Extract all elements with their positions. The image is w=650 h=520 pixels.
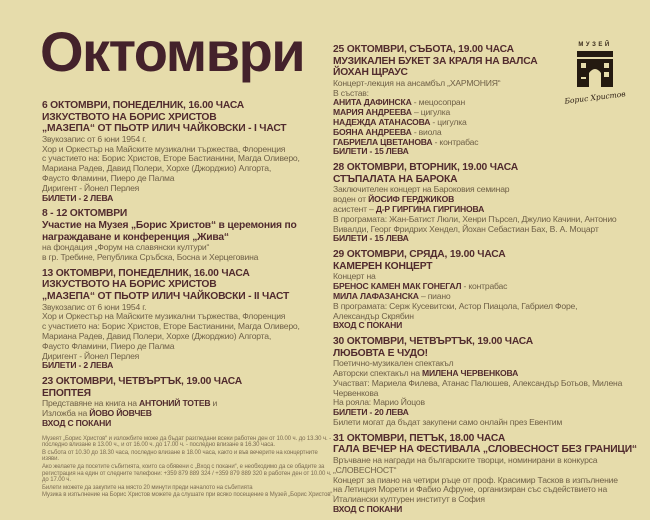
event-line-text: воден от bbox=[333, 194, 369, 205]
event-heading: 31 ОКТОМВРИ, ПЕТЪК, 18.00 ЧАСА bbox=[333, 432, 506, 444]
event-line-emphasis: БРЕНОС КАМЕН МАК ГОНЕГАЛ bbox=[333, 281, 462, 292]
event-line bbox=[42, 361, 328, 371]
event-line-emphasis: АНТОНИЙ ТОТЕВ bbox=[138, 398, 211, 409]
event-heading: 25 ОКТОМВРИ, СЪБОТА, 19.00 ЧАСА bbox=[333, 44, 514, 55]
event-heading: 29 ОКТОМВРИ, СРЯДА, 19.00 ЧАСА bbox=[333, 249, 506, 261]
left-column-blocks bbox=[42, 100, 328, 429]
footnote-line: В събота от 10.30 до 18.30 часа, последно влизане в 18.00 часа, както и във вечерите на концертните изяви. bbox=[42, 449, 318, 463]
event-heading: „МАЗЕПА“ ОТ ПЬОТР ИЛИЧ ЧАЙКОВСКИ - II ЧАСТ bbox=[42, 290, 290, 302]
event-heading: 23 ОКТОМВРИ, ЧЕТВЪРТЪК, 19.00 ЧАСА bbox=[42, 376, 243, 388]
event-line-emphasis: ВХОД С ПОКАНИ bbox=[42, 417, 112, 428]
event-heading: ЛЮБОВТА Е ЧУДО! bbox=[333, 347, 428, 359]
event-line-text: Фаусто Фламини, Пиеро де Палма bbox=[42, 340, 175, 351]
event-heading: ЕПОПТЕЯ bbox=[42, 387, 91, 399]
event-line-text: - контрабас bbox=[461, 281, 508, 292]
right-column-blocks bbox=[333, 44, 637, 515]
event-line-emphasis: БОЯНА АНДРЕЕВА bbox=[333, 126, 412, 137]
event-line-emphasis: БИЛЕТИ - 15 ЛЕВА bbox=[333, 233, 409, 244]
event-line-text: Заключителен концерт на Бароковия семинар bbox=[333, 184, 510, 195]
event-line-text: Италиански културен институт в София bbox=[333, 494, 485, 505]
event-line-text: Мариана Радев, Давид Полери, Хорхе (Джорджио) Алгорта, bbox=[42, 163, 272, 174]
event-line-text: Звукозапис от 6 юни 1954 г. bbox=[42, 301, 147, 312]
event-heading: 6 ОКТОМВРИ, ПОНЕДЕЛНИК, 16.00 ЧАСА bbox=[42, 100, 245, 111]
event-line-emphasis: ГАБРИЕЛА ЦВЕТАНОВА bbox=[333, 136, 433, 147]
event-line-text: в гр. Требине, Република Сръбска, Босна и Херцеговина bbox=[42, 251, 259, 262]
event-line-text: Вивалди, Георг Фридрих Хендел, Йохан Себастиан Бах, В. А. Моцарт bbox=[333, 223, 599, 234]
event-block bbox=[42, 100, 328, 203]
event-line-text: и bbox=[210, 398, 218, 409]
event-line-text: – пиано bbox=[418, 290, 451, 301]
event-line-text: В програмата: Серж Кусевитски, Астор Пиацола, Габриел Форе, bbox=[333, 300, 578, 311]
event-line-text: Александър Скрябин bbox=[333, 310, 414, 321]
event-line-text: Червенкова bbox=[333, 387, 379, 398]
event-line-emphasis: ВХОД С ПОКАНИ bbox=[333, 504, 403, 515]
footnotes bbox=[42, 436, 336, 499]
page-title: Октомври bbox=[40, 20, 305, 83]
event-block bbox=[42, 376, 328, 429]
event-heading: ИЗКУСТВОТО НА БОРИС ХРИСТОВ bbox=[42, 279, 217, 291]
event-line-text: Диригент - Йонел Перлея bbox=[42, 350, 140, 361]
event-line-text: Фаусто Фламини, Пиеро де Палма bbox=[42, 172, 175, 183]
event-block bbox=[333, 162, 623, 244]
event-block bbox=[42, 268, 328, 371]
event-heading: КАМЕРЕН КОНЦЕРТ bbox=[333, 260, 433, 272]
event-heading: СТЪПАЛАТА НА БАРОКА bbox=[333, 173, 458, 185]
event-line-text: В програмата: Жан-Батист Люли, Хенри Пърсел, Джулио Качини, Антонио bbox=[333, 213, 617, 224]
event-line-emphasis: БИЛЕТИ - 15 ЛЕВА bbox=[333, 146, 409, 157]
event-line-text: Поетично-музикален спектакъл bbox=[333, 358, 454, 369]
event-line-text: Звукозапис от 6 юни 1954 г. bbox=[42, 133, 147, 144]
event-line bbox=[333, 505, 623, 515]
event-line-emphasis: АНИТА ДАФИНСКА bbox=[333, 97, 412, 108]
event-line bbox=[42, 253, 328, 263]
event-heading: „МАЗЕПА“ ОТ ПЬОТР ИЛИЧ ЧАЙКОВСКИ - I ЧАСТ bbox=[42, 123, 287, 135]
event-line-emphasis: Д-Р ГИРГИНА ГИРГИНОВА bbox=[375, 203, 485, 214]
event-line-text: Концерт на bbox=[333, 271, 376, 282]
footnote-line: Музеят „Борис Христов“ и изложбите може да бъдат разгледани всеки работен ден от 10.00 ч. до 13.30 ч. - последно влизане в 13.00 ч., и от 16.00 ч. до 17.00 ч. - последно влизане в 16.30 часа. bbox=[42, 435, 332, 449]
event-line-text: на Летиция Морети и Фабио Афруне, организиран със съдействието на bbox=[333, 484, 608, 495]
left-column bbox=[42, 100, 334, 500]
event-line-emphasis: БИЛЕТИ - 20 ЛЕВА bbox=[333, 407, 409, 418]
event-line-text: Хор и Оркестър на Майските музикални тържества, Флоренция bbox=[42, 143, 286, 154]
event-line-text: Мариана Радев, Давид Полери, Хорхе (Джорджио) Алгорта, bbox=[42, 330, 272, 341]
event-line bbox=[333, 147, 623, 157]
event-line-text: – цигулка bbox=[411, 107, 451, 118]
event-line-text: На рояла: Марио Йоцов bbox=[333, 397, 425, 408]
event-line bbox=[42, 419, 328, 429]
event-heading: 28 ОКТОМВРИ, ВТОРНИК, 19.00 ЧАСА bbox=[333, 162, 518, 174]
event-line-text: асистент – bbox=[333, 203, 376, 214]
event-heading: 30 ОКТОМВРИ, ЧЕТВЪРТЪК, 19.00 ЧАСА bbox=[333, 336, 534, 348]
event-line-text: Хор и Оркестър на Майските музикални тържества, Флоренция bbox=[42, 311, 286, 322]
event-line-text: с участието на: Борис Христов, Еторе Бастианини, Магда Оливеро, bbox=[42, 153, 300, 164]
event-line-text: Концерт-лекция на ансамбъл „ХАРМОНИЯ“ bbox=[333, 77, 501, 88]
museum-logo-signature: Борис Христов bbox=[563, 89, 627, 106]
event-line-text: Диригент - Йонел Перлея bbox=[42, 182, 140, 193]
event-line bbox=[333, 234, 623, 244]
event-line-text: „СЛОВЕСНОСТ“ bbox=[333, 464, 397, 475]
event-heading: Участие на Музея „Борис Христов“ в церемония по bbox=[42, 219, 297, 231]
event-line-text: с участието на: Борис Христов, Еторе Бастианини, Магда Оливеро, bbox=[42, 321, 300, 332]
event-line-text: - виола bbox=[411, 126, 442, 137]
event-line bbox=[333, 418, 623, 428]
event-line-emphasis: МАРИЯ АНДРЕЕВА bbox=[333, 107, 412, 118]
event-heading: ЙОХАН ЩРАУС bbox=[333, 67, 408, 79]
event-heading: 13 ОКТОМВРИ, ПОНЕДЕЛНИК, 16.00 ЧАСА bbox=[42, 267, 250, 279]
event-block bbox=[333, 44, 623, 157]
event-block bbox=[333, 249, 623, 331]
event-block bbox=[333, 336, 623, 428]
event-line-text: В състав: bbox=[333, 87, 369, 98]
event-line-text: - контрабас bbox=[432, 136, 479, 147]
event-line-emphasis: НАДЕЖДА АТАНАСОВА bbox=[333, 116, 431, 127]
event-heading: ГАЛА ВЕЧЕР НА ФЕСТИВАЛА „СЛОВЕСНОСТ БЕЗ ГРАНИЦИ“ bbox=[333, 444, 637, 456]
event-line-text: Изложба на bbox=[42, 408, 90, 419]
event-line-emphasis: ЙОВО ЙОВЧЕВ bbox=[89, 408, 152, 419]
event-line-text: Авторски спектакъл на bbox=[333, 368, 423, 379]
event-line-emphasis: ЙОСИФ ГЕРДЖИКОВ bbox=[368, 194, 455, 205]
event-line-text: Представяне на книга на bbox=[42, 398, 139, 409]
event-line bbox=[42, 194, 328, 204]
event-line-emphasis: ВХОД С ПОКАНИ bbox=[333, 320, 403, 331]
event-line-emphasis: БИЛЕТИ - 2 ЛЕВА bbox=[42, 192, 114, 203]
event-line bbox=[333, 321, 623, 331]
event-line-text: Концерт за пиано на четири ръце от проф. Красимир Тасков в изпълнение bbox=[333, 474, 618, 485]
event-block bbox=[42, 208, 328, 262]
event-heading: МУЗИКАЛЕН БУКЕТ ЗА КРАЛЯ НА ВАЛСА bbox=[333, 55, 538, 67]
right-column bbox=[333, 44, 637, 520]
event-line bbox=[333, 79, 623, 89]
event-block bbox=[333, 432, 637, 515]
event-line-text: Участват: Мариела Филева, Атанас Палюшев, Александър Ботьов, Милена bbox=[333, 377, 623, 388]
footnote-line: Билети можете да закупите на място 20 минути преди началото на събитията bbox=[42, 484, 253, 491]
event-line-text: - мецосопран bbox=[411, 97, 466, 108]
event-line-text: на фондация „Форум на славянски култури“ bbox=[42, 242, 210, 253]
event-line-text: - цигулка bbox=[430, 116, 467, 127]
footnote-line: Музика в изпълнение на Борис Христов можете да слушате при всяко посещение в Музей „Борис Христов“. bbox=[42, 492, 334, 499]
footnote-line: Ако желаете да посетите събитията, които са обявени с „Вход с покани“, е необходимо да се обадите за регистрация на един от следните телефони: +359 879 889 324 / +359 879 889 320 в работен ден от 10.00 ч. до 17.00 ч. bbox=[42, 464, 332, 484]
event-line-text: Билети могат да бъдат закупени само онлайн през Евентим bbox=[333, 417, 563, 428]
event-heading: награждаване и конференция „Жива“ bbox=[42, 231, 229, 243]
event-heading: ИЗКУСТВОТО НА БОРИС ХРИСТОВ bbox=[42, 111, 217, 123]
event-line-emphasis: МИЛЕНА ЧЕРВЕНКОВА bbox=[422, 368, 519, 379]
event-line-emphasis: МИЛА ЛАФАЗАНСКА bbox=[333, 290, 419, 301]
event-line-text: Връчване на награди на българските творци, номинирани в конкурса bbox=[333, 455, 598, 466]
event-line-emphasis: БИЛЕТИ - 2 ЛЕВА bbox=[42, 360, 114, 371]
event-heading: 8 - 12 ОКТОМВРИ bbox=[42, 208, 128, 220]
museum-logo-label: МУЗЕЙ bbox=[578, 42, 612, 48]
